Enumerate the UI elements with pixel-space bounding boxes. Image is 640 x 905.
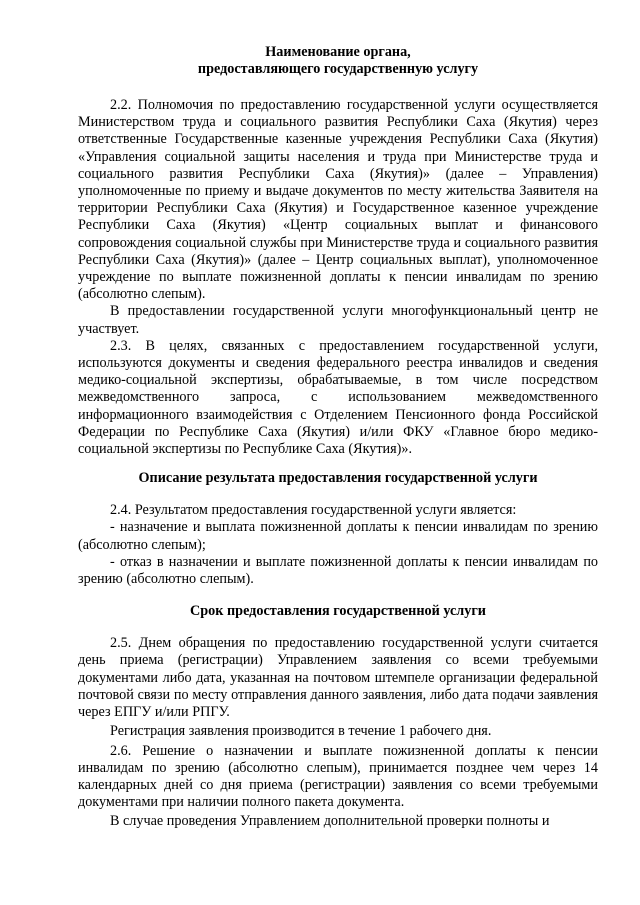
paragraph-2-5: 2.5. Днем обращения по предоставлению государственной услуги считается день приема (регистрации) Управлением заявления со всеми требуемыми документами либо дата, указанная на почтовом штемпеле организации федеральной почтовой связи по месту отправления данного заявления, либо дата подачи заявления через ЕПГУ и/или РПГУ.: [78, 635, 598, 721]
paragraph-last: В случае проведения Управлением дополнительной проверки полноты и: [110, 813, 550, 830]
paragraph-2-2: 2.2. Полномочия по предоставлению государственной услуги осуществляется Министерством труда и социального развития Республики Саха (Якутия) через ответственные Государственные казенные учреждения Республики Саха (Якутия) «Управления социальной защиты населения и труда при Министерстве труда и социального развития Республики Саха (Якутия)» (далее – Управления) уполномоченные по приему и выдаче документов по месту жительства Заявителя на территории Республики Саха (Якутия) и Государственное казенное учреждение Республики Саха (Якутия) «Центр социальных выплат и финансового сопровождения социальной службы при Министерстве труда и социального развития Республики Саха (Якутия)» (далее – Центр социальных выплат), уполномоченное учреждение по выплате пожизненной доплаты к пенсии инвалидам по зрению (абсолютно слепым).: [78, 97, 598, 303]
result-item-1: - назначение и выплата пожизненной доплаты к пенсии инвалидам по зрению (абсолютно слепым);: [78, 519, 598, 553]
document-page: [78, 44, 598, 831]
section-heading-term: Срок предоставления государственной услуги: [190, 603, 486, 620]
heading-line-2: предоставляющего государственную услугу: [197, 61, 479, 77]
paragraph-2-3: 2.3. В целях, связанных с предоставлением государственной услуги, используются документы и сведения федерального реестра инвалидов и сведения медико-социальной экспертизы, обрабатываемые, в том числе посредством межведомственного запроса, с использованием межведомственного информационного взаимодействия с Отделением Пенсионного фонда Российской Федерации по Республике Саха (Якутия) и/или ФКУ «Главное бюро медико-социальной экспертизы по Республике Саха (Якутия)».: [78, 337, 598, 458]
paragraph-registration: Регистрация заявления производится в течение 1 рабочего дня.: [110, 723, 492, 740]
section-heading-organ: [78, 44, 598, 78]
heading-line-1: Наименование органа,: [265, 44, 411, 60]
result-item-2: - отказ в назначении и выплате пожизненной доплаты к пенсии инвалидам по зрению (абсолютно слепым).: [78, 553, 598, 588]
section-heading-result: Описание результата предоставления государственной услуги: [138, 470, 538, 487]
paragraph-2-4: 2.4. Результатом предоставления государственной услуги является:: [110, 502, 517, 519]
paragraph-mfc: В предоставлении государственной услуги многофункциональный центр не участвует.: [78, 303, 598, 337]
paragraph-2-6: 2.6. Решение о назначении и выплате пожизненной доплаты к пенсии инвалидам по зрению (абсолютно слепым), принимается позднее чем через 14 календарных дней со дня приема (регистрации) заявления со всеми требуемыми документами при наличии полного пакета документа.: [78, 742, 598, 811]
